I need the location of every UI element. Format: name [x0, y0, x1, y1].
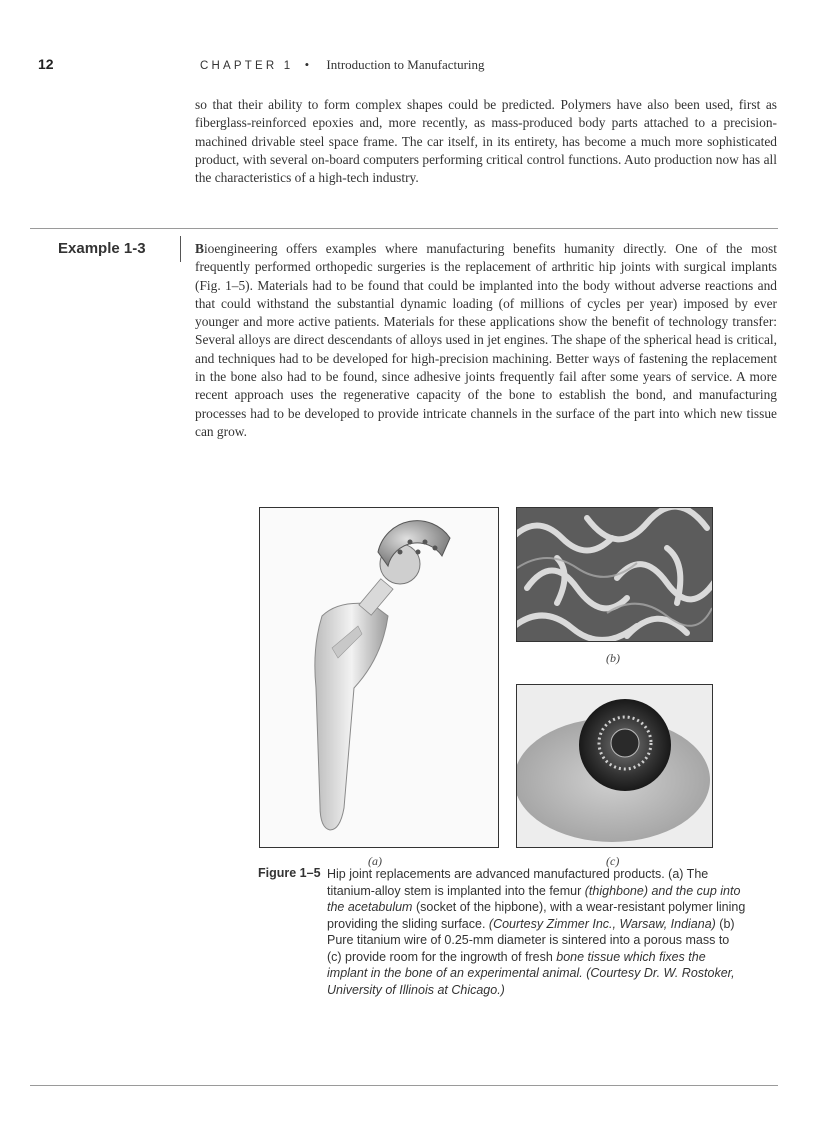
figure-c-label: (c)	[606, 854, 620, 868]
figure-b-titanium-wire-photo	[516, 507, 713, 642]
header-bullet: •	[304, 57, 310, 72]
chapter-title: Introduction to Manufacturing	[326, 57, 485, 72]
porous-implant-illustration	[517, 685, 712, 847]
hip-implant-illustration	[260, 508, 498, 847]
caption-credit-rostoker: (Courtesy Dr. W. Rostoker, University of Illinois at Chicago.)	[327, 966, 735, 997]
continued-paragraph: so that their ability to form complex shapes could be predicted. Polymers have also been used, first as fiberglass-reinforced epoxies and, more recently, as mass-produced body parts attached to a precision-machined drivable steel space frame. The car itself, in its entirety, has become a much more sophisticated product, with several on-board computers performing critical control functions. Auto production now has all the characteristics of a high-tech industry.	[195, 97, 777, 186]
page-number: 12	[38, 56, 54, 72]
figure-caption	[327, 866, 747, 998]
section-divider-top	[30, 228, 778, 229]
figure-b-label: (b)	[606, 651, 620, 665]
titanium-wire-mesh-illustration	[517, 508, 712, 641]
figure-c-porous-implant-photo	[516, 684, 713, 848]
example-dropcap: B	[195, 241, 204, 256]
caption-part-6: bone tissue which fixes the implant in the bone of an experimental animal.	[327, 949, 706, 980]
caption-credit-zimmer: (Courtesy Zimmer Inc., Warsaw, Indiana)	[488, 916, 716, 931]
caption-part-5: (b) Pure titanium wire of 0.25-mm diameter is sintered into a porous mass to (c) provide room for the ingrowth of fresh	[327, 916, 735, 964]
figure-a-label: (a)	[368, 854, 382, 868]
section-divider-bottom	[30, 1085, 778, 1086]
figure-a-hip-implant-photo	[259, 507, 499, 848]
caption-part-1: Hip joint replacements are advanced manufactured products. (a) The titanium-alloy stem is implanted into the femur	[327, 867, 709, 898]
caption-part-3: (socket of the hipbone), with a wear-resistant polymer lining providing the sliding surface.	[327, 900, 746, 931]
example-paragraph	[195, 240, 777, 441]
example-text: ioengineering offers examples where manufacturing benefits humanity directly. One of the most frequently performed orthopedic surgeries is the replacement of arthritic hip joints with surgical implants (Fig. 1–5). Materials had to be found that could be implanted into the body without adverse reactions and that could withstand the substantial dynamic loading (of millions of cycles per year) imposed by ever younger and more active patients. Materials for these applications show the benefit of technology transfer: Several alloys are direct descendants of alloys used in jet engines. The shape of the spherical head is critical, and techniques had to be developed for high-precision machining. Better ways of fastening the replacement in the bone also had to be found, since adhesive joints frequently fail after some years of service. A more recent approach uses the regenerative capacity of the bone to establish the bond, and manufacturing processes had to be developed to provide intricate channels in the surface of the part into which new tissue can grow.	[195, 241, 777, 439]
example-label: Example 1-3	[58, 240, 146, 257]
figure-caption-label: Figure 1–5	[258, 866, 321, 880]
running-head	[200, 57, 485, 73]
chapter-label: CHAPTER 1	[200, 60, 294, 72]
caption-part-2: (thighbone) and the cup into the acetabulum	[327, 883, 741, 914]
example-marker-bar	[180, 236, 181, 262]
